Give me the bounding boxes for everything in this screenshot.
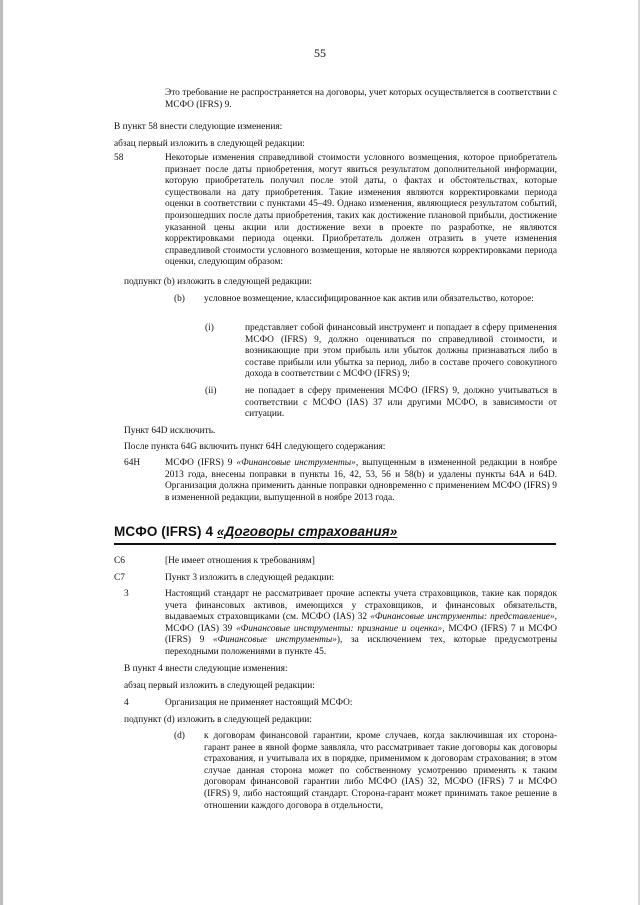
item-b-label: (b) <box>174 294 185 304</box>
item-d-label: (d) <box>174 731 185 741</box>
heading-rule <box>114 543 556 545</box>
c6-text: [Не имеет отношения к требованиям] <box>165 556 315 566</box>
item-i-text: представляет собой финансовый инструмент и попадает в сферу применения МСФО (IFRS) 9, должно оцениваться по справедливой стоимости, и возникающие при этом прибыль или убыток должны признаваться либо в составе прибыли или убытка за период, либо в составе прочего совокупного дохода в соответствии с МСФО (IFRS) 9; <box>245 323 557 380</box>
para-4-number: 4 <box>124 698 129 708</box>
para-4-intro: В пункт 4 внести следующие изменения: <box>124 664 288 674</box>
item-ii-label: (ii) <box>205 386 217 396</box>
para-3-t2: , МСФО (IAS) 39 <box>165 612 557 634</box>
c7-number: C7 <box>114 573 125 583</box>
para-3-i2: «Финансовые инструменты: признание и оценка» <box>235 623 443 634</box>
para-3-t4: ), за исключением тех, которые предусмотрены переходными положениями в пункте 45. <box>165 635 557 657</box>
p58-intro: В пункт 58 внести следующие изменения: <box>114 122 283 132</box>
subpoint-b-intro: подпункт (b) изложить в следующей редакции: <box>124 277 312 287</box>
item-d-text: к договорам финансовой гарантии, кроме случаев, когда заключившая их сторона-гарант ранее в явной форме заявляла, что рассматривает такие договоры как договоры страхования, и учитывала их в порядке, применимом к договорам страхования; в этом случае данная сторона может по собственному усмотрению применять к таким договорам финансовой гарантии либо МСФО (IAS) 32, МСФО (IFRS) 7 и МСФО (IFRS) 9, либо настоящий стандарт. Сторона-гарант может принимать такое решение в отношении каждого договора в отдельности, <box>204 731 557 811</box>
subpoint-d-intro: подпункт (d) изложить в следующей редакции: <box>124 715 312 725</box>
para-3-i1: «Финансовые инструменты: представление» <box>370 612 555 623</box>
para-3-t1: Настоящий стандарт не рассматривает прочие аспекты учета страховщиков, такие как порядок учета финансовых активов, имеющихся у страховщиков, и финансовых обязательств, выдаваемых страховщиками (см. МСФО (IAS) 32 <box>165 589 557 623</box>
c7-text: Пункт 3 изложить в следующей редакции: <box>165 573 335 583</box>
c6-number: C6 <box>114 556 125 566</box>
para-58-number: 58 <box>114 153 124 163</box>
heading-prefix: МСФО (IFRS) 4 <box>114 524 217 539</box>
heading-title-italic: «Договоры страхования» <box>216 524 398 539</box>
para-64h-text <box>165 458 557 504</box>
abzac-instruction-1: абзац первый изложить в следующей редакции: <box>114 139 305 149</box>
item-b-text: условное возмещение, классифицированное как актив или обязательство, которое: <box>204 294 534 304</box>
para-64h-italic: «Финансовые инструменты» <box>236 458 356 468</box>
para-64d-instruction: Пункт 64D исключить. <box>124 426 216 436</box>
abzac-instruction-2: абзац первый изложить в следующей редакции: <box>124 681 315 691</box>
para-64h-intro: После пункта 64G включить пункт 64H следующего содержания: <box>124 442 386 452</box>
para-3-text <box>165 589 557 659</box>
section-heading-ifrs4 <box>114 524 397 540</box>
para-64h-pre: МСФО (IFRS) 9 <box>165 458 237 468</box>
scan-edge-left <box>0 0 3 905</box>
para-64h-number: 64H <box>124 458 141 468</box>
continuation-paragraph: Это требование не распространяется на договоры, учет которых осуществляется в соответствии с МСФО (IFRS) 9. <box>165 88 557 110</box>
page-number: 55 <box>314 46 326 60</box>
item-i-label: (i) <box>205 323 214 333</box>
para-3-t3: , МСФО (IFRS) 7 и МСФО (IFRS) 9 <box>165 623 557 646</box>
para-3-i3: «Финансовые инструменты» <box>212 635 337 646</box>
para-3-number: 3 <box>124 589 129 599</box>
para-4-text: Организация не применяет настоящий МСФО: <box>165 698 353 708</box>
para-58-text: Некоторые изменения справедливой стоимости условного возмещения, которое приобретатель признает после даты приобретения, могут явиться результатом дополнительной информации, которую приобретатель получил после этой даты, о фактах и обстоятельствах, которые существовали на дату приобретения. Такие изменения являются корректировками периода оценки в соответствии с пунктами 45–49. Однако изменения, являющиеся результатом событий, произошедших после даты приобретения, таких как достижение плановой прибыли, достижение указанной цены акции или достижение вехи в проекте по разработке, не являются корректировками периода оценки. Приобретатель должен отразить в учете изменения справедливой стоимости условного возмещения, которые не являются корректировками периода оценки, следующим образом: <box>165 153 557 268</box>
para-64h-post: , выпущенным в измененной редакции в ноябре 2013 года, внесены поправки в пункты 16, 42, 53, 56 и 58(b) и удалены пункты 64A и 64D. Организация должна применить данные поправки одновременно с применением МСФО (IFRS) 9 в измененной редакции, выпущенной в ноябре 2013 года. <box>165 458 558 503</box>
item-ii-text: не попадает в сферу применения МСФО (IFRS) 9, должно учитываться в соответствии с МСФО (IAS) 37 или другими МСФО, в зависимости от ситуации. <box>245 386 557 420</box>
